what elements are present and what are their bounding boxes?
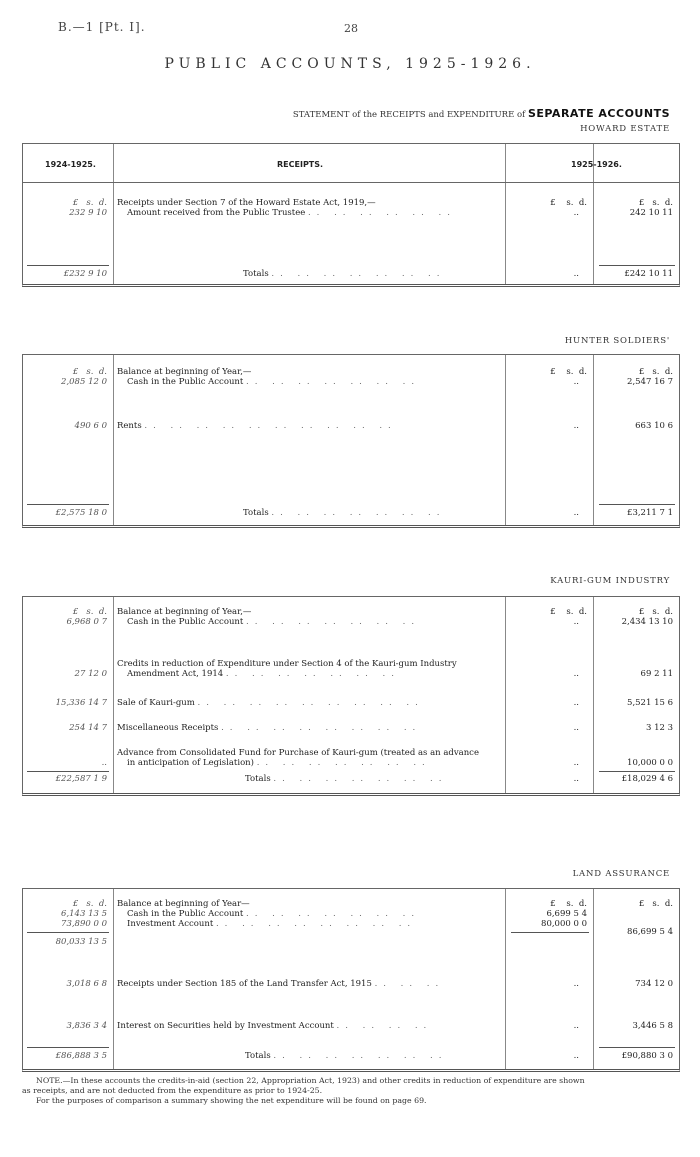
col-header-cur-year: 1925-1926. xyxy=(571,160,622,169)
hunter-cur-total: £3,211 7 1 xyxy=(627,508,673,518)
footnote-line1: NOTE.—In these accounts the credits-in-aid (section 22, Appropriation Act, 1923) and other credits in reduction of expenditure are shown xyxy=(36,1076,585,1085)
footnote-line2: as receipts, and are not deducted from the expenditure as prior to 1924-25. xyxy=(22,1086,323,1095)
kauri-cur-2: 69 2 11 xyxy=(640,669,673,679)
kauri-cur-4: 3 12 3 xyxy=(645,723,673,733)
land-prev-2: 3,018 6 8 xyxy=(66,979,107,989)
kauri-cur-1: 2,434 13 10 xyxy=(621,617,673,627)
land-cur-total: £90,880 3 0 xyxy=(621,1051,673,1061)
kauri-advance-line1: Advance from Consolidated Fund for Purchase of Kauri-gum (treated as an advance xyxy=(117,748,479,758)
hunter-line1: Balance at beginning of Year,— xyxy=(117,367,252,377)
kauri-advance-line2: in anticipation of Legislation) .. .. .. .. .. .. .. xyxy=(127,758,431,768)
hunter-totals-label: Totals .. .. .. .. .. .. .. xyxy=(243,508,446,518)
land-receipts: Receipts under Section 185 of the Land Transfer Act, 1915 .. .. .. xyxy=(117,979,445,989)
land-cur-2: 734 12 0 xyxy=(635,979,673,989)
kauri-gum-table: £ s. d. £ s. d. £ s. d. Balance at beginning of Year,— Cash in the Public Account .. .. .. .. .. .. .. 6,968 0 7 .. 2,434 13 10 Credits in reduction of Expenditure under Section 4 of the Kauri-gum Industry Amendment Act, 1914 .. .. .. .. .. .. .. 27 12 0 .. 69 2 11 Sale of Kauri-gum .. .. .. .. .. .. .. .. .. 15,336 14 7 .. 5,521 15 6 Miscellaneous Receipts .. .. .. .. .. .. .. .. 254 14 7 .. 3 12 3 Advance from Consolidated Fund for Purchase of Kauri-gum (treated as an advance in anticipation of Legislation) .. .. .. .. .. .. .. .. .. 10,000 0 0 Totals .. .. .. .. .. .. .. £22,587 1 9 .. £18,029 4 6 xyxy=(22,596,680,796)
howard-cur-total: £242 10 11 xyxy=(624,269,673,279)
kauri-line1: Balance at beginning of Year,— xyxy=(117,607,252,617)
statement-heading xyxy=(293,107,670,120)
hunter-line2: Cash in the Public Account .. .. .. .. .. .. .. xyxy=(127,377,421,387)
howard-line2: Amount received from the Public Trustee .. .. .. .. .. .. xyxy=(127,208,456,218)
kauri-cur-3: 5,521 15 6 xyxy=(627,698,673,708)
land-line2: Cash in the Public Account .. .. .. .. .. .. .. xyxy=(127,909,421,919)
kauri-prev-1: 6,968 0 7 xyxy=(66,617,107,627)
land-interest: Interest on Securities held by Investment Account .. .. .. .. xyxy=(117,1021,433,1031)
kauri-cur-total: £18,029 4 6 xyxy=(621,774,673,784)
kauri-credits-line2: Amendment Act, 1914 .. .. .. .. .. .. .. xyxy=(127,669,400,679)
howard-estate-table: 1924-1925. RECEIPTS. 1925-1926. £ s. d. £ s. d. £ s. d. Receipts under Section 7 of the Howard Estate Act, 1919,— Amount received from the Public Trustee .. .. .. .. .. .. 232 9 10 .. 242 10 11 Totals .. .. .. .. .. .. .. £232 9 10 .. £242 10 11 xyxy=(22,143,680,287)
col-header-prev-year: 1924-1925. xyxy=(45,160,96,169)
lsd-header-prev: £ s. d. xyxy=(72,198,107,208)
kauri-misc: Miscellaneous Receipts .. .. .. .. .. .. .. .. xyxy=(117,723,422,733)
land-cur-1: 86,699 5 4 xyxy=(627,927,673,937)
page-number: 28 xyxy=(344,22,358,35)
kauri-line2: Cash in the Public Account .. .. .. .. .. .. .. xyxy=(127,617,421,627)
howard-line1: Receipts under Section 7 of the Howard Estate Act, 1919,— xyxy=(117,198,376,208)
kauri-prev-2: 27 12 0 xyxy=(74,669,107,679)
statement-prefix: STATEMENT of the RECEIPTS and EXPENDITURE of xyxy=(292,110,526,120)
howard-cur-amount: 242 10 11 xyxy=(629,208,673,218)
land-prev-a: 6,143 13 5 xyxy=(61,909,107,919)
kauri-prev-total: £22,587 1 9 xyxy=(55,774,107,784)
col-header-receipts: RECEIPTS. xyxy=(277,160,324,169)
lsd-header-cur: £ s. d. xyxy=(638,198,673,208)
land-mid-a: 6,699 5 4 xyxy=(546,909,587,919)
lsd-header-mid: £ s. d. xyxy=(550,198,587,208)
hunter-cur-1: 2,547 16 7 xyxy=(627,377,673,387)
land-assurance-table: £ s. d. £ s. d. £ s. d. Balance at beginning of Year— Cash in the Public Account .. .. .. .. .. .. .. Investment Account .. .. .. .. .. .. .. .. 6,143 13 5 73,890 0 0 80,033 13 5 6,699 5 4 80,000 0 0 86,699 5 4 Receipts under Section 185 of the Land Transfer Act, 1915 .. .. .. 3,018 6 8 .. 734 12 0 Interest on Securities held by Investment Account .. .. .. .. 3,836 3 4 .. 3,446 5 8 Totals .. .. .. .. .. .. .. £86,888 3 5 .. £90,880 3 0 xyxy=(22,888,680,1072)
footnote-line3: For the purposes of comparison a summary showing the net expenditure will be found on page 69. xyxy=(36,1096,427,1105)
land-line3: Investment Account .. .. .. .. .. .. .. .. xyxy=(127,919,417,929)
section-title-howard: HOWARD ESTATE xyxy=(580,124,670,134)
howard-totals-label: Totals .. .. .. .. .. .. .. xyxy=(243,269,446,279)
land-mid-b: 80,000 0 0 xyxy=(541,919,587,929)
page-reference: B.—1 [Pt. I]. xyxy=(58,20,146,34)
hunter-prev-total: £2,575 18 0 xyxy=(55,508,107,518)
statement-emphasis: SEPARATE ACCOUNTS xyxy=(527,107,670,120)
hunter-prev-1: 2,085 12 0 xyxy=(61,377,107,387)
kauri-prev-3: 15,336 14 7 xyxy=(55,698,107,708)
hunter-cur-2: 663 10 6 xyxy=(635,421,673,431)
kauri-credits-line1: Credits in reduction of Expenditure under Section 4 of the Kauri-gum Industry xyxy=(117,659,457,669)
land-cur-3: 3,446 5 8 xyxy=(632,1021,673,1031)
howard-prev-total: £232 9 10 xyxy=(63,269,107,279)
kauri-cur-5: 10,000 0 0 xyxy=(627,758,673,768)
kauri-sale: Sale of Kauri-gum .. .. .. .. .. .. .. .. .. xyxy=(117,698,424,708)
land-prev-3: 3,836 3 4 xyxy=(66,1021,107,1031)
footnote xyxy=(22,1076,678,1106)
page-title: PUBLIC ACCOUNTS, 1925-1926. xyxy=(164,56,536,72)
kauri-prev-5: .. xyxy=(101,758,107,768)
kauri-totals-label: Totals .. .. .. .. .. .. .. xyxy=(245,774,448,784)
kauri-prev-4: 254 14 7 xyxy=(69,723,107,733)
section-title-kauri: KAURI-GUM INDUSTRY xyxy=(550,576,670,586)
section-title-hunter: HUNTER SOLDIERS' xyxy=(564,336,670,346)
section-title-land: LAND ASSURANCE xyxy=(572,869,670,879)
howard-prev-amount: 232 9 10 xyxy=(69,208,107,218)
land-prev-total: £86,888 3 5 xyxy=(55,1051,107,1061)
land-prev-b: 73,890 0 0 xyxy=(61,919,107,929)
hunter-prev-2: 490 6 0 xyxy=(74,421,107,431)
land-line1: Balance at beginning of Year— xyxy=(117,899,250,909)
hunter-rents: Rents .. .. .. .. .. .. .. .. .. .. xyxy=(117,421,397,431)
hunter-soldiers-table: £ s. d. £ s. d. £ s. d. Balance at beginning of Year,— Cash in the Public Account .. .. .. .. .. .. .. 2,085 12 0 .. 2,547 16 7 Rents .. .. .. .. .. .. .. .. .. .. 490 6 0 .. 663 10 6 Totals .. .. .. .. .. .. .. £2,575 18 0 .. £3,211 7 1 xyxy=(22,354,680,528)
land-totals-label: Totals .. .. .. .. .. .. .. xyxy=(245,1051,448,1061)
land-prev-subtotal: 80,033 13 5 xyxy=(55,937,107,947)
